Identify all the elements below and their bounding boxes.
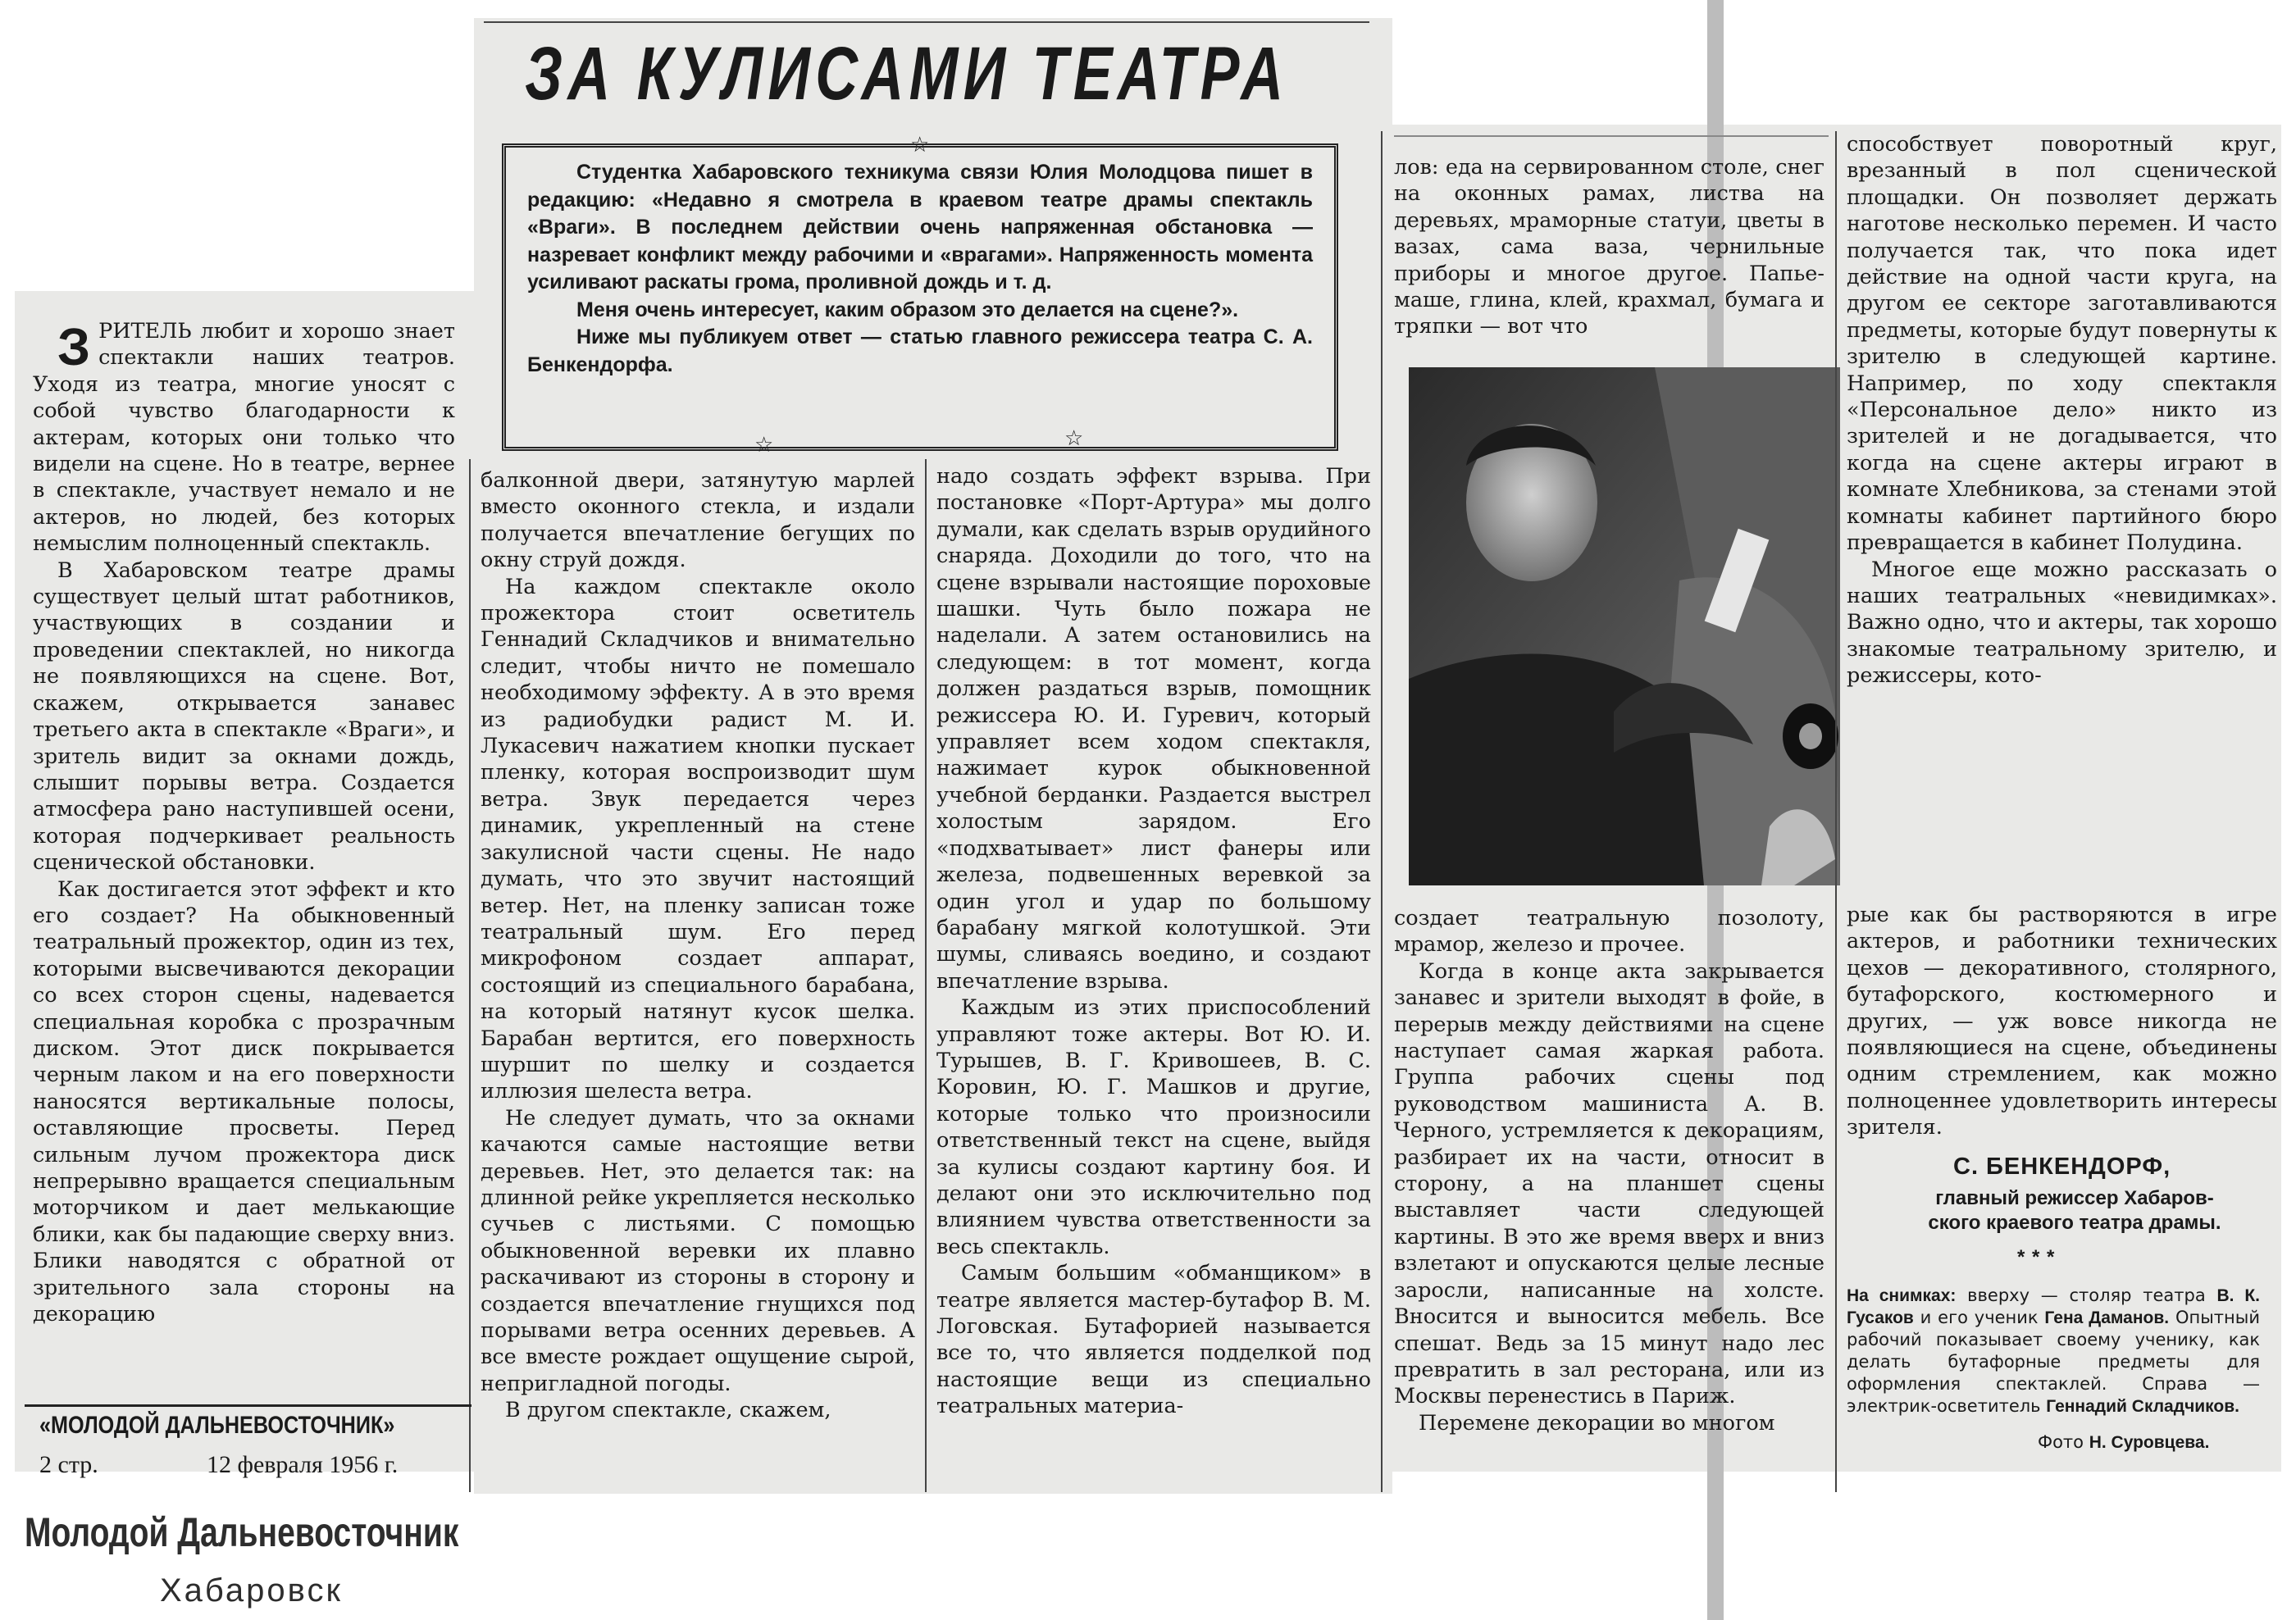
photo-electrician <box>1409 367 1840 885</box>
column-rule-1 <box>469 459 471 1492</box>
column-1-paragraph-3: Как достигается этот эффект и кто его создает? На обыкновенный театральный прожектор, один из тех, которыми высвечиваются декорации со всех сторон сцены, надевается специальная коробка с прозрачным диском. Этот диск покрывается черным лаком и на его поверхности наносятся вертикальные полосы, оставляющие просветы. Перед сильным лучом прожектора диск непрерывно вращается специальным моторчиком и дает мелькающие блики, как бы падающие сверху вниз. Блики наводятся с обратной от зрительного зала стороны на декорацию <box>33 876 455 1327</box>
drop-cap: З <box>57 318 91 376</box>
column-5-paragraph-3: рые как бы растворяются в игре актеров, и работники технических цехов — декоративного, столярного, бутафорского, костюмерного и других, — уж вовсе никогда не появляющиеся на сцене, объединены одним стремлением, как можно полноценнее удовлетворить интересы зрителя. <box>1847 903 2277 1140</box>
column-rule-2 <box>925 459 927 1492</box>
column-2-paragraph-1: балконной двери, затянутую марлей вместо оконного стекла, и издали получается впечатление бегущих по окну струй дождя. <box>481 468 915 573</box>
photo-caption <box>1847 1285 2260 1418</box>
source-newspaper: «МОЛОДОЙ ДАЛЬНЕВОСТОЧНИК» <box>39 1412 395 1439</box>
column-3-paragraph-3: Самым большим «обманщиком» в театре является мастер-бутафор В. М. Логовская. Бутафорией называется все то, что является подделкой под настоящие вещи из специально театральных материа- <box>936 1261 1371 1419</box>
column-5-bottom <box>1847 902 2277 1148</box>
caption-text-3: Опытный рабочий показывает своему ученику, как делать бутафорные предметы для оформления спектаклей. Справа — электрик-осветитель <box>1847 1308 2260 1416</box>
intro-box <box>502 143 1338 451</box>
column-3-paragraph-1: надо создать эффект взрыва. При постановке «Порт-Артура» мы долго думали, как сделать взрыв орудийного снаряда. Доходили до того, что на сцене взрывали настоящие пороховые шашки. Чуть было пожара не наделали. А затем остановились на следующем: в тот момент, когда должен раздаться взрыв, помощник режиссера Ю. И. Гуревич, который управляет всем ходом спектакля, нажимает курок обыкновенной учебной берданки. Раздается выстрел холостым зарядом. Его «подхватывает» лист фанеры или железа, подвешенных веревкой за один угол и удар по большому барабану мягкой колотушкой. Эти шумы, сливаясь воедино, и создают впечатление взрыва. <box>936 464 1371 994</box>
column-5-top <box>1847 131 2277 885</box>
caption-lead: На снимках: <box>1847 1286 1957 1305</box>
column-1 <box>33 318 455 1399</box>
caption-names-3: Геннадий Складчиков. <box>2046 1397 2239 1416</box>
caption-text-1: вверху — столяр театра <box>1956 1286 2217 1305</box>
author-title <box>1878 1186 2271 1235</box>
column-rule-3 <box>1381 131 1383 1492</box>
author-name: С. БЕНКЕНДОРФ, <box>1953 1154 2171 1180</box>
photo-credit-name: Н. Суровцева. <box>2089 1433 2210 1452</box>
caption-text-2: и его ученик <box>1913 1308 2045 1327</box>
column-2-paragraph-4: В другом спектакле, скажем, <box>505 1398 831 1423</box>
photo-credit-prefix: Фото <box>2038 1432 2084 1452</box>
source-page: 2 стр. <box>39 1451 98 1478</box>
photo-image <box>1409 367 1840 885</box>
photo-credit <box>2038 1432 2209 1453</box>
author-title-line-1: главный режиссер Хабаров- <box>1935 1187 2214 1209</box>
archive-stamp-title: Молодой Дальневосточник <box>25 1509 459 1555</box>
column-4-top-rule <box>1394 135 1829 137</box>
source-date: 12 февраля 1956 г. <box>207 1451 399 1478</box>
intro-paragraph-2: Меня очень интересует, каким образом это делается на сцене?». <box>576 298 1239 321</box>
column-2-paragraph-3: Не следует думать, что за окнами качаются самые настоящие ветви деревьев. Нет, это делается так: на длинной рейке укрепляется несколько сучьев с листьями. С помощью обыкновенной веревки их плавно раскачивают из стороны в сторону и создается впечатление гнущихся под порывами ветра осенних деревьев. А все вместе рождает ощущение сырой, непригладной погоды. <box>481 1105 915 1396</box>
column-4-bottom <box>1394 905 1824 1495</box>
column-4-paragraph-2: создает театральную позолоту, мрамор, железо и прочее. <box>1394 906 1824 958</box>
column-rule-4 <box>1835 131 1837 1492</box>
caption-names-2: Гена Даманов. <box>2044 1308 2170 1327</box>
star-ornament-left: ☆ <box>754 433 774 457</box>
column-1-paragraph-2: В Хабаровском театре драмы существует целый штат работников, участвующих в создании и проведении спектаклей, но никогда не появляющихся на сцене. Вот, скажем, открывается занавес третьего акта в спектакле «Враги», и зритель видит за окнами дождь, слышит порывы ветра. Создается атмосфера рано наступившей осени, которая подчеркивает реальность сценической обстановки. <box>33 557 455 876</box>
headline-rule <box>484 21 1369 23</box>
star-ornament-right: ☆ <box>1064 426 1084 451</box>
column-2-paragraph-2: На каждом спектакле около прожектора стоит осветитель Геннадий Складчиков и внимательно следит, чтобы ничто не помешало необходимому эффекту. А в это время из радиобудки радист М. И. Лукасевич нажатием кнопки пускает пленку, которая воспроизводит шум ветра. Звук передается через динамик, укрепленный на стене закулисной части сцены. Не надо думать, что это звучит настоящий ветер. Нет, на пленку записан тоже театральный шум. Его перед микрофоном создает аппарат, состоящий из специального барабана, на который натянут кусок шелка. Барабан вертится, его поверхность шуршит по шелку и создается иллюзия шелеста ветра. <box>481 574 915 1104</box>
author-title-line-2: ского краевого театра драмы. <box>1928 1212 2221 1234</box>
column-4-paragraph-3: Когда в конце акта закрывается занавес и зрители выходят в фойе, в перерыв между действиями на сцене наступает самая жаркая работа. Группа рабочих сцены под руководством машиниста А. В. Черного, устремляется к декорациям, разбирает их на части, относит в сторону, а на планшет сцены выставляет части следующей картины. В это же время вверх и вниз взлетают и опускаются целые лесные заросли, написанные на холсте. Вносится и выносится мебель. Все спешат. Ведь за 15 минут надо лес превратить в зал ресторана, или из Москвы перенестись в Париж. <box>1394 958 1824 1409</box>
column-1-paragraph-1: РИТЕЛЬ любит и хорошо знает спектакли наших театров. Уходя из театра, многие уносят с собой чувство благодарности к актерам, которых они только что видели на сцене. Но в театре, вернее в спектакле, участвует немало и не актеров, но людей, без которых немыслим полноценный спектакль. <box>33 319 455 557</box>
column-4-paragraph-1: лов: еда на сервированном столе, снег на оконных рамах, листва на деревьях, мраморные статуи, цветы в вазах, сама ваза, чернильные приборы и многое другое. Папье-маше, глина, клей, крахмал, бумага и тряпки — вот что <box>1394 155 1824 339</box>
headline: ЗА КУЛИСАМИ ТЕАТРА <box>525 32 1289 116</box>
star-ornament-top: ☆ <box>905 134 934 156</box>
column-4-paragraph-4: Перемене декорации во многом <box>1419 1410 1775 1436</box>
intro-paragraph-3: Ниже мы публикуем ответ — статью главного режиссера театра С. А. Бенкендорфа. <box>527 325 1313 376</box>
intro-paragraph-1: Студентка Хабаровского техникума связи Юлия Молодцова пишет в редакцию: «Недавно я смотрела в краевом театре драмы спектакль «Враги». В последнем действии очень напряженная обстановка — назревает конфликт между рабочими и «врагами». Напряженность момента усиливают раскаты грома, проливной дождь и т. д. <box>527 161 1313 294</box>
column-3 <box>936 463 1371 1492</box>
archive-stamp-city: Хабаровск <box>160 1572 343 1609</box>
column-4-top <box>1394 154 1824 344</box>
stars-divider: * * * <box>2017 1246 2056 1268</box>
source-rule <box>25 1404 472 1407</box>
column-5-paragraph-2: Многое еще можно рассказать о наших театральных «невидимках». Важно одно, что и актеры, так хорошо знакомые театральному зрителю, и режиссеры, кото- <box>1847 557 2277 689</box>
column-5-paragraph-1: способствует поворотный круг, врезанный в пол сценической площадки. Он позволяет держать наготове несколько перемен. И часто получается так, что пока идет действие на одной части круга, на другом ее секторе заготавливаются предметы, которые будут повернуты к зрителю в следующей картине. Например, по ходу спектакля «Персональное дело» никто из зрителей и не догадывается, что когда на сцене актеры играют в комнате Хлебникова, за стенами этой комнаты кабинет партийного бюро превращается в кабинет Полудина. <box>1847 132 2277 556</box>
caption-names-1: В. К. Гусаков <box>1847 1286 2260 1327</box>
column-2 <box>481 467 915 1492</box>
column-3-paragraph-2: Каждым из этих приспособлений управляют тоже актеры. Вот Ю. И. Турышев, В. Г. Кривошеев, В. С. Коровин, Ю. Г. Машков и другие, которые только что произносили ответственный текст на сцене, выйдя за кулисы создают картину боя. И делают они это исключительно под влиянием чувства ответственности за весь спектакль. <box>936 995 1371 1259</box>
